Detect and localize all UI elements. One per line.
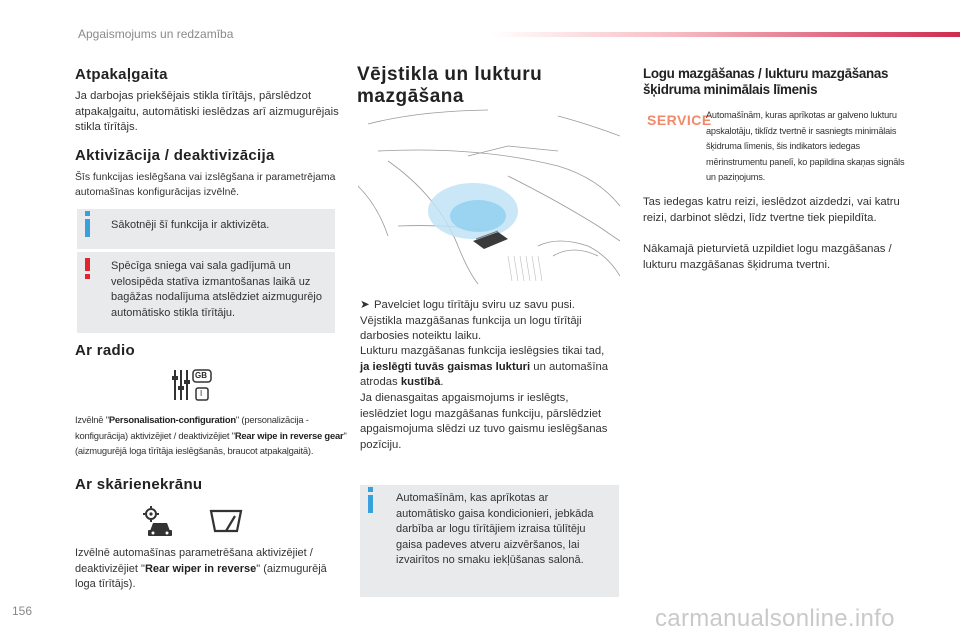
windscreen-washer-illustration bbox=[358, 106, 620, 286]
section-title-touchscreen: Ar skārienekrānu bbox=[75, 476, 203, 493]
info-icon-dot bbox=[85, 211, 90, 216]
running-header: Apgaismojums un redzamība bbox=[78, 27, 234, 41]
section-title-activation: Aktivizācija / deaktivizācija bbox=[75, 147, 275, 164]
page-number: 156 bbox=[12, 604, 33, 618]
washing-title-line2: mazgāšana bbox=[357, 86, 464, 107]
radio-instruction bbox=[75, 412, 350, 459]
activation-text: Šīs funkcijas ieslēgšana vai izslēgšana ir parametrējama automašīnas konfigurācijas izvēlnē. bbox=[75, 172, 336, 198]
aircon-info-text: Automašīnām, kas aprīkotas ar automātisko gaisa kondicionieri, jebkāda darbība ar logu tīrītājiem izraisa tūlītēju gaisa padeves atveru aizvēršanos, lai izvairītos no smaku iekļūšanas salonā. bbox=[396, 492, 594, 566]
icon-label-gb: GB bbox=[195, 371, 207, 380]
warning-icon bbox=[85, 258, 90, 271]
info-icon-dot bbox=[368, 487, 373, 492]
hl-text-pre: Lukturu mazgāšanas funkcija ieslēgsies tikai tad, bbox=[360, 345, 605, 357]
daytime-lights-text: Ja dienasgaitas apgaismojums ir ieslēgts, ieslēdziet logu mazgāšanas funkciju, pārslēdziet apgaismojuma slēdzi uz tuvo gaismu ieslēgšanas pozīciju. bbox=[360, 392, 608, 451]
service-indicator-text: Automašīnām, kuras aprīkotas ar galveno lukturu apskalotāju, tiklīdz tvertnē ir sasniegts minimālais šķidruma līmenis, šis indikators iedegas mērinstrumentu panelī, ko papildina skaņas signāls un paziņojums. bbox=[706, 110, 905, 182]
fluid-title-line2: šķidruma minimālais līmenis bbox=[643, 81, 818, 97]
touch-option-name: Rear wiper in reverse bbox=[144, 562, 257, 575]
service-warning-icon: SERVICE bbox=[647, 112, 712, 128]
hl-text-bold2: kustībā bbox=[400, 376, 441, 388]
section-title-washing bbox=[357, 64, 542, 108]
radio-menu-icon bbox=[170, 366, 220, 406]
hl-text-mid: un automašīna atrodas bbox=[360, 360, 609, 388]
warning-text: Spēcīga sniega vai sala gadījumā un velosipēda statīva izmantošanas laikā uz bagāžas nodalījuma atslēdziet aizmugurējo automātisko stikla tīrītāju. bbox=[111, 260, 322, 319]
warning-box-snow bbox=[77, 252, 335, 333]
fluid-title-line1: Logu mazgāšanas / lukturu mazgāšanas bbox=[643, 66, 889, 81]
hl-text-post: . bbox=[440, 376, 444, 388]
hl-text-bold1: ja ieslēgti tuvās gaismas lukturi bbox=[360, 360, 531, 373]
car-settings-icon bbox=[142, 505, 178, 539]
touch-text-pre: Izvēlnē automašīnas parametrēšana aktivizējiet / deaktivizējiet " bbox=[75, 547, 313, 575]
washing-title-line1: Vējstikla un lukturu bbox=[357, 64, 543, 85]
icon-label-i: I bbox=[200, 389, 203, 398]
info-icon bbox=[85, 219, 90, 237]
headlamp-wash-text bbox=[360, 344, 610, 391]
section-title-fluid-level bbox=[643, 66, 888, 97]
radio-menu-name: Personalisation-configuration bbox=[108, 414, 236, 425]
rear-wiper-icon bbox=[208, 507, 244, 535]
touch-text-post: " (aizmugurējā loga tīrītājs). bbox=[75, 562, 327, 590]
washing-bullet-item bbox=[360, 298, 610, 345]
header-gradient-bar bbox=[490, 32, 960, 37]
fluid-level-text1: Tas iedegas katru reizi, ieslēdzot aizdedzi, vai katru reizi, darbinot slēdzi, līdz tvertne tiek piepildīta. bbox=[643, 196, 900, 224]
watermark: carmanualsonline.info bbox=[655, 605, 895, 632]
section-title-radio: Ar radio bbox=[75, 342, 135, 359]
radio-text-mid: " (personalizācija - konfigurācija) aktivizējiet / deaktivizējiet " bbox=[75, 414, 309, 441]
info-default-text: Sākotnēji šī funkcija ir aktivizēta. bbox=[111, 219, 270, 231]
bullet-arrow-icon: ➤ bbox=[360, 299, 370, 311]
radio-text-post: " (aizmugurējā loga tīrītāja ieslēgšanās, braucot atpakaļgaitā). bbox=[75, 429, 347, 456]
info-box-default bbox=[77, 209, 335, 249]
fluid-level-text2: Nākamajā pieturvietā uzpildiet logu mazgāšanas / lukturu mazgāšanas šķidruma tvertni. bbox=[643, 243, 892, 271]
warning-icon-dot bbox=[85, 274, 90, 279]
radio-option-name: Rear wipe in reverse gear bbox=[234, 429, 344, 441]
touchscreen-instruction bbox=[75, 546, 345, 593]
radio-text-pre: Izvēlnē " bbox=[75, 414, 109, 425]
info-icon bbox=[368, 495, 373, 513]
section-title-reverse: Atpakaļgaita bbox=[75, 66, 168, 83]
reverse-text: Ja darbojas priekšējais stikla tīrītājs, pārslēdzot atpakaļgaitu, automātiski ieslēdzas arī aizmugurējais stikla tīrītājs. bbox=[75, 90, 339, 133]
washing-bullet-text: Pavelciet logu tīrītāju sviru uz savu pusi. Vējstikla mazgāšanas funkcija un logu tīrītāji darbosies noteiktu laiku. bbox=[360, 299, 582, 342]
info-box-aircon bbox=[360, 485, 619, 597]
